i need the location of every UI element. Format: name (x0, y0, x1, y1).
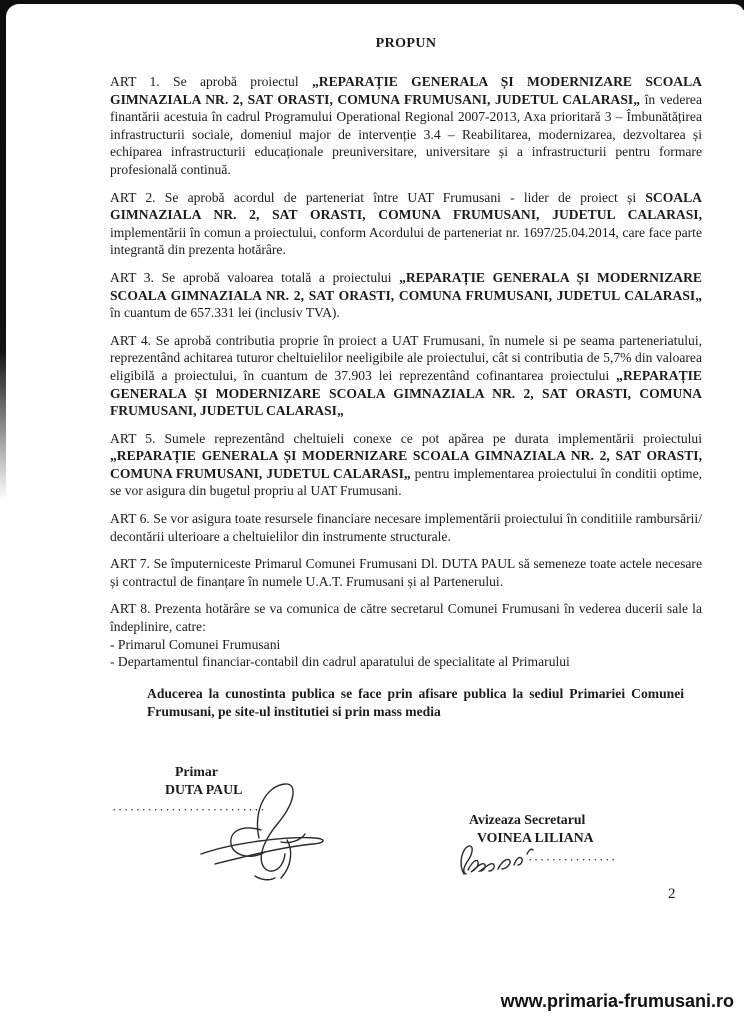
secretary-signature (456, 842, 536, 878)
public-notice: Aducerea la cunostinta publica se face prin afisare publica la sediul Primariei Comunei Frumusani, pe site-ul institutiei si prin mass media (147, 685, 684, 719)
scan-edge-left (0, 0, 6, 500)
text-segment: ART 1. Se aprobă proiectul (110, 74, 312, 89)
text-segment: în vederea finantării acestuia în cadrul Programului Operational Regional 2007-2013, Axa prioritară 3 – Îmbunătățirea infrastructurii sociale, domeniul major de intervenție 3.4 – Reabilitarea, modernizarea, dezvoltarea și echiparea infrastructurii educaționale preuniversitare, universitare și a infrastructurii pentru formare profesională continuă. (110, 91, 702, 177)
page-number: 2 (668, 886, 676, 902)
footer-website-url: www.primaria-frumusani.ro (500, 991, 734, 1011)
text-segment: ART 2. Se aprobă acordul de parteneriat între UAT Frumusani - lider de proiect și (110, 189, 646, 205)
article-1 (110, 73, 702, 179)
signature-dotted-line: ··············· (528, 852, 617, 867)
text-segment: implementării în comun a proiectului, conform Acordului de parteneriat nr. 1697/25.04.2014, care face parte integrantă din prezenta hotărâre. (110, 224, 702, 258)
project-name-bold: „REPARAȚIE GENERALA ȘI MODERNIZARE SCOALA GIMNAZIALA NR. 2, SAT ORASTI, COMUNA FRUMUSANI, JUDETUL CALARASI„ (110, 448, 702, 481)
mayor-signature (195, 778, 335, 886)
text-segment: ART 5. Sumele reprezentând cheltuieli conexe ce pot apărea pe durata implementării proiectului (110, 430, 702, 446)
text-segment: ART 8. Prezenta hotărâre se va comunica de către secretarul Comunei Frumusani în vederea ducerii sale la îndeplinire, catre: (110, 601, 702, 635)
distribution-list-item: - Primarul Comunei Frumusani (110, 636, 281, 652)
article-8 (110, 600, 702, 635)
article-2 (110, 189, 702, 259)
page-rounded-corner-top-left (6, 4, 32, 30)
text-segment: pentru implementarea proiectului în conditii optime, se vor asigura din bugetul propriu al UAT Frumusani. (110, 465, 702, 499)
secretary-heading-label: Avizeaza Secretarul (469, 812, 586, 827)
article-4 (110, 332, 702, 420)
scan-edge-top (0, 0, 744, 4)
document-title: PROPUN (375, 36, 437, 51)
text-segment: ART 3. Se aprobă valoarea totală a proiectului (110, 269, 400, 285)
text-segment: ART 7. Se împuterniceste Primarul Comunei Frumusani Dl. DUTA PAUL să semeneze toate actele necesare și contractul de finanțare în numele U.A.T. Frumusani și al Partenerului. (110, 556, 702, 589)
article-5 (110, 430, 702, 500)
article-7 (110, 555, 702, 590)
signature-dotted-line: ·························· (112, 802, 267, 817)
distribution-list-item: - Departamentul financiar-contabil din cadrul aparatului de specialitate al Primarului (110, 654, 570, 670)
article-3 (110, 269, 702, 322)
mayor-name: DUTA PAUL (165, 782, 243, 797)
text-segment: în cuantum de 657.331 lei (inclusiv TVA). (110, 305, 340, 321)
text-segment: ART 6. Se vor asigura toate resursele financiare necesare implementării proiectului în conditiile rambursării/ decontării ulterioare a cheltuielilor din instrumente structurale. (110, 511, 702, 544)
project-name-bold: „REPARAȚIE GENERALA ȘI MODERNIZARE SCOALA GIMNAZIALA NR. 2, SAT ORASTI, COMUNA FRUMUSANI, JUDETUL CALARASI„ (110, 367, 702, 419)
article-6 (110, 510, 702, 545)
document-body (110, 36, 702, 721)
project-name-bold: „REPARAȚIE GENERALA ȘI MODERNIZARE SCOALA GIMNAZIALA NR. 2, SAT ORASTI, COMUNA FRUMUSANI, JUDETUL CALARASI„ (110, 269, 702, 303)
signature-block-secretary (458, 812, 658, 867)
mayor-role-label: Primar (175, 764, 218, 779)
partner-name-bold: SCOALA GIMNAZIALA NR. 2, SAT ORASTI, COMUNA FRUMUSANI, JUDETUL CALARASI, (110, 189, 702, 223)
text-segment: ART 4. Se aprobă contributia proprie în proiect a UAT Frumusani, în numele si pe seama parteneriatului, reprezentând achitarea tuturor cheltuielilor neeligibile ale proiectului, cât si contributia de 5,7% din valoarea eligibilă a proiectului, în cuantum de 37.903 lei reprezentând cofinantarea proiectului (110, 332, 702, 383)
secretary-name: VOINEA LILIANA (477, 830, 594, 845)
project-name-bold: „REPARAȚIE GENERALA ȘI MODERNIZARE SCOALA GIMNAZIALA NR. 2, SAT ORASTI, COMUNA FRUMUSANI, JUDETUL CALARASI„ (110, 74, 702, 107)
page-rounded-corner-top-right (724, 4, 744, 20)
